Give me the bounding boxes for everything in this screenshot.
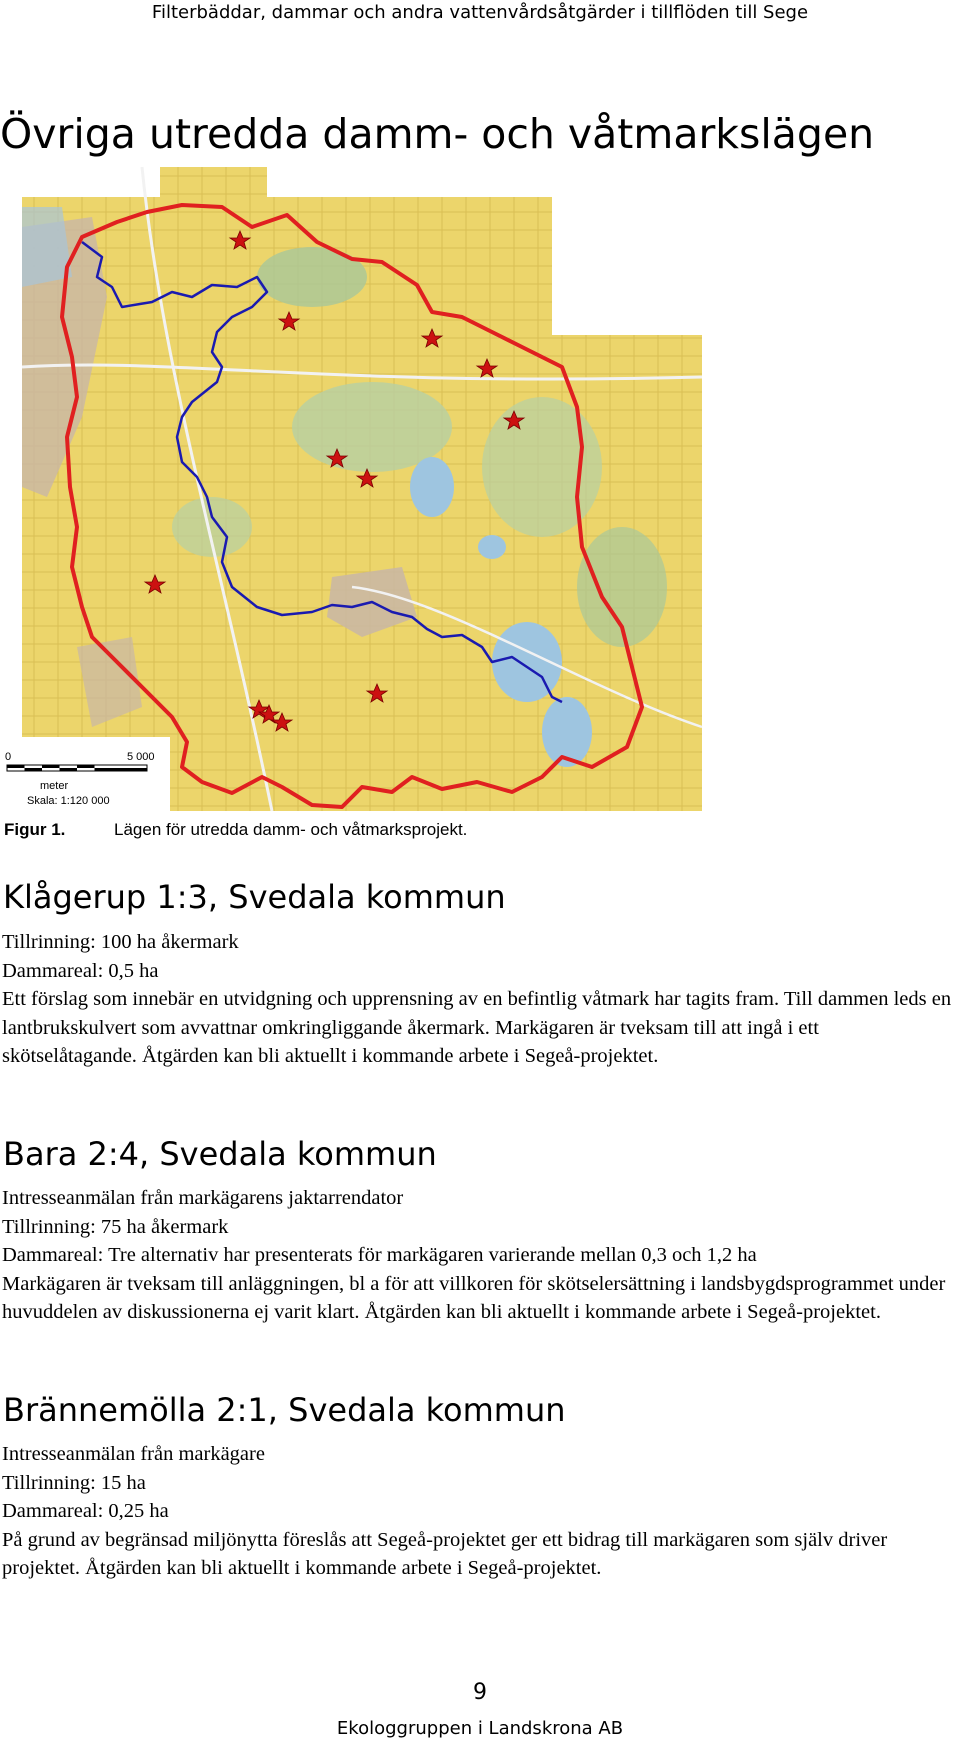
paragraph-line: Tillrinning: 75 ha åkermark [2,1215,229,1238]
paragraph-line: På grund av begränsad miljönytta föreslås att Segeå-projektet ger ett bidrag till markägaren som själv driver projektet. Åtgärden kan bli aktuellt i kommande arbete i Segeå-projektet. [2,1528,888,1579]
running-header: Filterbäddar, dammar och andra vattenvårdsåtgärder i tillflöden till Sege [151,2,809,23]
figure-label: Figur 1. [4,820,66,839]
paragraph-line: Tillrinning: 100 ha åkermark [2,931,239,953]
page-number: 9 [473,1680,487,1705]
section-body-klagerup [2,928,957,1071]
map-background [22,167,702,811]
scale-bar [0,737,170,811]
figure-caption [4,820,467,840]
paragraph-line: Dammareal: Tre alternativ har presenterats för markägaren varierande mellan 0,3 och 1,2 ha [2,1244,757,1266]
section-heading-brannemolla: Brännemölla 2:1, Svedala kommun [3,1391,566,1429]
paragraph-line: Dammareal: 0,5 ha [2,959,159,982]
lake [478,535,506,559]
catchment-map [5,167,702,811]
scale-max-label: 5 000 [127,751,155,763]
section-heading-klagerup: Klågerup 1:3, Svedala kommun [3,878,506,916]
lake [542,697,592,767]
paragraph-line: Tillrinning: 15 ha [2,1471,146,1494]
paragraph-line: Markägaren är tveksam till anläggningen, bl a för att villkoren för skötselersättning i landsbygdsprogrammet under huvuddelen av diskussionerna ej varit klart. Åtgärden kan bli aktuellt i kommande arbete i Segeå-projektet. [2,1272,946,1323]
forest [482,397,602,537]
running-footer: Ekologgruppen i Landskrona AB [336,1718,624,1739]
lake [410,457,454,517]
figure-caption-text: Lägen för utredda damm- och våtmarksprojekt. [114,820,468,839]
forest [257,247,367,307]
paragraph-line: Intresseanmälan från markägarens jaktarrendator [2,1187,404,1209]
paragraph-line: Intresseanmälan från markägare [2,1443,265,1465]
section-body-brannemolla [2,1440,957,1583]
section-heading-bara: Bara 2:4, Svedala kommun [3,1135,437,1173]
paragraph-line: Dammareal: 0,25 ha [2,1500,169,1522]
paragraph-line: Ett förslag som innebär en utvidgning och upprensning av en befintlig våtmark har tagits fram. Till dammen leds en lantbrukskulvert som avvattnar omkringliggande åkermark. Markägaren är tveksam till att ingå i ett skötselåtagande. Åtgärden kan bli aktuellt i kommande arbete i Segeå-projektet. [2,988,952,1067]
urban-area [22,167,72,287]
page-title: Övriga utredda damm- och våtmarkslägen [0,110,875,158]
scale-zero-label: 0 [5,751,12,763]
scale-unit-label: meter [40,780,69,792]
section-body-bara [2,1184,957,1327]
scale-ratio-label: Skala: 1:120 000 [27,795,110,807]
